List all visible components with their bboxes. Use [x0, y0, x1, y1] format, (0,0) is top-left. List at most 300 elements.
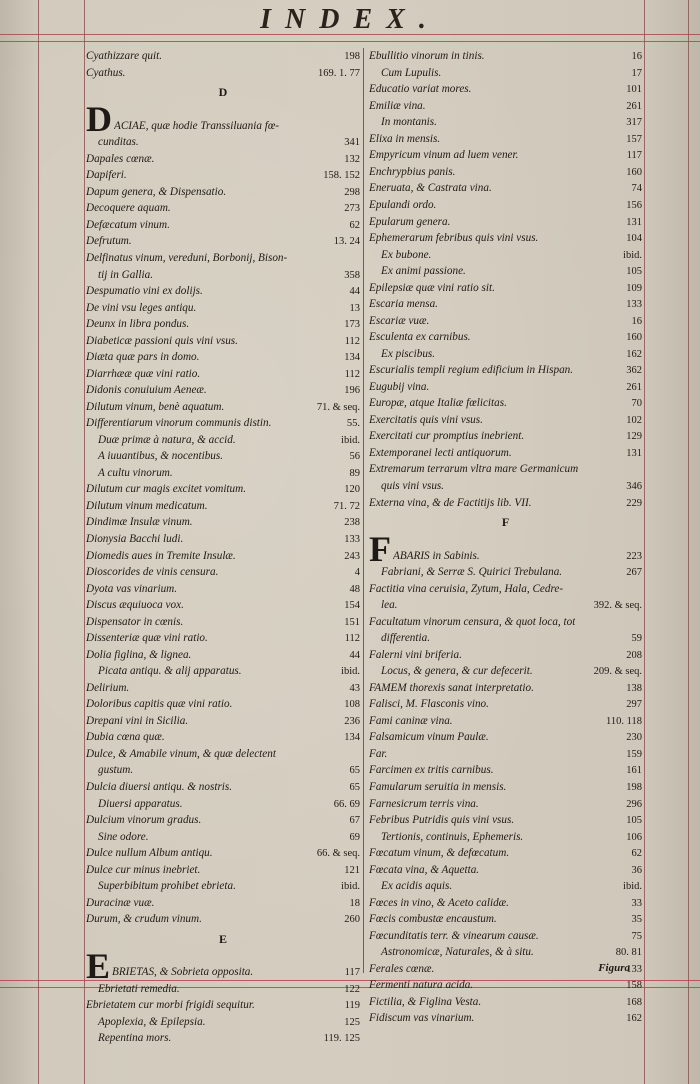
index-entry — [86, 266, 360, 283]
entry-page-ref: 133 — [626, 299, 642, 311]
entry-term: gustum. — [98, 764, 134, 777]
entry-leader — [538, 230, 623, 241]
index-column-right — [369, 48, 642, 1025]
index-entry — [86, 845, 360, 862]
index-entry — [369, 828, 642, 845]
index-entry — [369, 812, 642, 829]
entry-leader — [218, 564, 351, 575]
index-entry — [86, 432, 360, 449]
index-entry — [369, 81, 642, 98]
entry-term: Emiliæ vina. — [369, 99, 426, 112]
entry-leader — [514, 812, 623, 823]
entry-page-ref: 297 — [626, 699, 642, 711]
entry-term: Exercitatis quis vini vsus. — [369, 413, 483, 426]
index-entry — [86, 481, 360, 498]
entry-term: ABARIS in Sabinis. — [393, 549, 480, 562]
entry-page-ref: 157 — [626, 133, 642, 145]
entry-term: FAMEM thorexis sanat interpretatio. — [369, 681, 534, 694]
entry-term: Dulcia diuersi antiqu. & nostris. — [86, 780, 233, 793]
entry-leader — [171, 1030, 320, 1041]
entry-term: Ex animi passione. — [381, 265, 466, 278]
entry-page-ref: 134 — [344, 352, 360, 364]
entry-leader — [435, 346, 623, 357]
entry-leader — [200, 861, 341, 872]
entry-page-ref: 236 — [344, 715, 360, 727]
entry-term: Dulce cur minus inebriet. — [86, 863, 201, 876]
entry-leader — [495, 279, 623, 290]
index-entry — [369, 362, 642, 379]
entry-term: Diuersi apparatus. — [98, 797, 183, 810]
entry-term: Eneruata, & Castrata vina. — [369, 182, 492, 195]
entry-page-ref: 273 — [344, 203, 360, 215]
entry-leader — [497, 911, 629, 922]
entry-page-ref: ibid. — [341, 666, 360, 678]
entry-page-ref: ibid. — [623, 249, 642, 261]
index-entry — [86, 911, 360, 928]
entry-page-ref: 56 — [349, 451, 360, 463]
index-entry — [86, 316, 360, 333]
entry-page-ref: 106 — [626, 831, 642, 843]
index-entry — [369, 779, 642, 796]
entry-term: Duæ primæ à natura, & accid. — [98, 433, 236, 446]
entry-term: Facultatum vinorum censura, & quot loca, tot — [369, 615, 576, 628]
index-entry — [369, 994, 642, 1011]
entry-leader — [177, 580, 346, 591]
entry-page-ref: 161 — [626, 765, 642, 777]
entry-page-ref: 119 — [344, 1000, 360, 1012]
entry-term: Esculenta ex carnibus. — [369, 331, 471, 344]
entry-leader — [471, 329, 624, 340]
entry-term: quis vini vsus. — [381, 480, 445, 492]
entry-page-ref: 71. & seq. — [316, 401, 360, 413]
entry-leader — [466, 263, 623, 274]
entry-leader — [575, 613, 639, 624]
index-entry — [369, 197, 642, 214]
entry-leader — [153, 266, 341, 277]
entry-leader — [238, 332, 342, 343]
entry-term: Dulcium vinorum gradus. — [86, 814, 202, 827]
entry-term: Cyathus. — [86, 66, 126, 79]
entry-page-ref: 66. 69 — [333, 798, 360, 810]
entry-term: Escaria mensa. — [369, 298, 438, 311]
entry-term: Drepani vini in Sicilia. — [86, 714, 189, 727]
entry-leader — [183, 531, 341, 542]
index-entry — [86, 597, 360, 614]
entry-term: Dilutum cur magis excitet vomitum. — [86, 483, 247, 496]
index-entry — [86, 233, 360, 250]
entry-term: Dispensator in cœnis. — [86, 615, 184, 628]
index-entry — [369, 762, 642, 779]
entry-leader — [431, 246, 620, 257]
index-entry — [86, 647, 360, 664]
entry-page-ref: 341 — [344, 137, 360, 149]
entry-page-ref: 156 — [626, 199, 642, 211]
index-entry — [86, 895, 360, 912]
drop-cap: F — [369, 528, 391, 569]
entry-term: Falisci, M. Flasconis vino. — [369, 698, 489, 711]
entry-page-ref: 105 — [626, 266, 642, 278]
entry-page-ref: 298 — [344, 186, 360, 198]
entry-term: Astronomicæ, Naturales, & à situ. — [381, 946, 534, 959]
index-entry — [86, 713, 360, 730]
index-entry — [369, 746, 642, 763]
entry-page-ref: 198 — [344, 51, 360, 63]
entry-page-ref: 16 — [631, 51, 642, 63]
entry-term: Fœcatum vinum, & defœcatum. — [369, 847, 510, 860]
entry-page-ref: 13. 24 — [333, 236, 360, 248]
entry-page-ref: 162 — [626, 1013, 642, 1025]
entry-term: Differentiarum vinorum communis distin. — [86, 417, 272, 430]
entry-term: Diæta quæ pars in domo. — [86, 351, 200, 364]
index-entry — [369, 412, 642, 429]
index-entry — [369, 114, 642, 131]
index-entry — [86, 1030, 360, 1047]
entry-leader — [436, 197, 623, 208]
section-letter: F — [501, 514, 510, 529]
index-entry — [369, 944, 642, 961]
entry-page-ref: 69 — [349, 831, 360, 843]
index-entry — [86, 349, 360, 366]
entry-page-ref: 43 — [349, 682, 360, 694]
entry-page-ref: 173 — [344, 319, 360, 331]
index-entry — [369, 329, 642, 346]
entry-term: Didonis conuiuium Aeneæ. — [86, 384, 207, 397]
entry-term: Dioscorides de vinis censura. — [86, 566, 219, 579]
entry-page-ref: 71. 72 — [333, 500, 360, 512]
index-entry — [369, 564, 642, 581]
entry-page-ref: 122 — [344, 983, 360, 995]
entry-leader — [255, 997, 342, 1008]
entry-leader — [173, 465, 347, 476]
entry-leader — [188, 713, 341, 724]
entry-page-ref: 260 — [344, 914, 360, 926]
index-entry — [86, 779, 360, 796]
index-entry — [86, 250, 360, 267]
entry-page-ref: 133 — [344, 534, 360, 545]
entry-term: Escariæ vuæ. — [369, 314, 430, 327]
page-header-title: INDEX. — [260, 4, 440, 35]
entry-leader — [430, 630, 629, 641]
entry-leader — [223, 448, 346, 459]
entry-leader — [471, 81, 623, 92]
index-entry — [369, 296, 642, 313]
entry-term: Fidiscum vas vinarium. — [369, 1012, 475, 1025]
index-entry — [369, 977, 642, 994]
entry-term: Ferales cœnæ. — [369, 962, 435, 975]
entry-term: Fabriani, & Serræ S. Quirici Trebulana. — [381, 566, 563, 579]
entry-leader — [481, 994, 623, 1005]
entry-leader — [201, 812, 346, 823]
entry-leader — [479, 795, 624, 806]
red-rule-right-outer — [688, 0, 689, 1084]
entry-term: Extremarum terrarum vltra mare Germanicum — [369, 463, 579, 476]
entry-page-ref: ibid. — [341, 881, 360, 893]
entry-term: Febribus Putridis quis vini vsus. — [369, 814, 515, 827]
entry-leader — [509, 845, 628, 856]
index-entry — [369, 878, 642, 895]
entry-term: De vini vsu leges antiqu. — [86, 301, 197, 314]
entry-leader — [154, 895, 346, 906]
entry-page-ref: 120 — [344, 484, 360, 496]
index-entry — [86, 217, 360, 234]
entry-page-ref: 112 — [344, 335, 360, 347]
entry-term: Escurialis templi regium edificium in Hispan. — [369, 364, 574, 377]
entry-leader — [532, 494, 624, 505]
entry-leader — [534, 944, 613, 955]
entry-page-ref: 208 — [626, 649, 642, 661]
entry-term: tij in Gallia. — [98, 268, 154, 281]
index-entry — [369, 263, 642, 280]
entry-leader — [563, 580, 639, 591]
entry-term: Epilepsiæ quæ vini ratio sit. — [369, 281, 495, 294]
entry-page-ref: 160 — [626, 332, 642, 344]
entry-term: Epularum genera. — [369, 215, 451, 228]
index-entry — [86, 48, 360, 65]
entry-leader — [224, 399, 314, 410]
entry-page-ref: 317 — [626, 117, 642, 129]
entry-leader — [206, 1014, 342, 1025]
entry-term: Dilutum vinum, benè aquatum. — [86, 400, 225, 413]
index-entry — [86, 696, 360, 713]
entry-leader — [276, 746, 357, 757]
entry-page-ref: 243 — [344, 550, 360, 562]
entry-term: Decoquere aquam. — [86, 202, 171, 215]
entry-term: Ebrietatem cur morbi frigidi sequitur. — [86, 999, 255, 1012]
entry-term: Superbibitum prohibet ebrieta. — [98, 880, 236, 893]
index-entry — [86, 795, 360, 812]
entry-page-ref: 229 — [626, 497, 642, 509]
index-entry — [369, 861, 642, 878]
entry-page-ref: 48 — [349, 583, 360, 595]
entry-leader — [480, 553, 624, 564]
entry-page-ref: ibid. — [341, 434, 360, 446]
entry-term: Delirium. — [86, 681, 130, 694]
entry-page-ref: 102 — [626, 414, 642, 426]
entry-leader — [524, 428, 623, 439]
entry-leader — [149, 828, 347, 839]
index-entry — [369, 48, 642, 65]
entry-page-ref: 17 — [631, 67, 642, 79]
entry-leader — [199, 349, 341, 360]
entry-term: Falsamicum vinum Paulæ. — [369, 731, 489, 744]
entry-term: Tertionis, continuis, Ephemeris. — [381, 830, 524, 843]
index-entry — [369, 845, 642, 862]
entry-page-ref: 296 — [626, 798, 642, 810]
index-entry — [86, 680, 360, 697]
entry-leader — [165, 729, 342, 740]
entry-leader — [462, 647, 623, 658]
entry-page-ref: 55. — [346, 418, 360, 430]
index-entry — [86, 99, 360, 140]
entry-term: Famularum seruitia in mensis. — [369, 780, 507, 793]
entry-term: Fœcunditatis terr. & vinearum causæ. — [369, 929, 539, 942]
entry-term: Farcimen ex tritis carnibus. — [369, 764, 494, 777]
catchword: Figura — [598, 962, 630, 974]
entry-term: Doloribus capitis quæ vini ratio. — [86, 698, 233, 711]
index-entry — [86, 580, 360, 597]
entry-term: Ex bubone. — [381, 248, 432, 261]
entry-leader — [125, 65, 315, 76]
entry-page-ref: 62 — [631, 848, 642, 860]
entry-page-ref: 196 — [344, 385, 360, 397]
entry-term: Despumatio vini ex dolijs. — [86, 285, 203, 298]
index-entry — [86, 663, 360, 680]
entry-page-ref: 109 — [626, 282, 642, 294]
entry-leader — [203, 283, 347, 294]
entry-leader — [154, 151, 341, 162]
entry-leader — [387, 746, 623, 757]
index-entry — [369, 478, 642, 495]
entry-leader — [232, 779, 346, 790]
entry-leader — [127, 167, 321, 178]
entry-page-ref: 392. & seq. — [593, 600, 642, 612]
index-entry — [86, 299, 360, 316]
entry-term: Ebullitio vinorum in tinis. — [369, 50, 485, 63]
entry-term: Fœces in vino, & Aceto calidæ. — [369, 896, 509, 909]
entry-term: Dilutum vinum medicatum. — [86, 499, 208, 512]
entry-page-ref: 238 — [344, 517, 360, 529]
entry-leader — [539, 928, 629, 939]
entry-page-ref: 159 — [626, 748, 642, 760]
entry-term: Factitia vina ceruisia, Zytum, Hala, Cedre- — [369, 582, 564, 595]
index-entry — [369, 528, 642, 569]
entry-term: Dapales cœnæ. — [86, 152, 155, 165]
index-entry — [369, 131, 642, 148]
entry-page-ref: 261 — [626, 100, 642, 112]
entry-page-ref: 36 — [631, 864, 642, 876]
entry-leader — [444, 478, 623, 489]
entry-leader — [489, 696, 623, 707]
entry-leader — [200, 366, 341, 377]
entry-leader — [437, 114, 623, 125]
entry-leader — [236, 878, 338, 889]
entry-page-ref: 4 — [354, 567, 360, 579]
entry-leader — [253, 969, 341, 980]
entry-page-ref: 66. & seq. — [316, 848, 360, 860]
entry-page-ref: 151 — [344, 616, 360, 628]
index-entry — [86, 514, 360, 531]
entry-leader — [533, 663, 591, 674]
entry-term: Delfinatus vinum, vereduni, Borbonij, Bison- — [86, 251, 288, 264]
index-entry — [86, 564, 360, 581]
entry-page-ref: 154 — [344, 600, 360, 612]
entry-term: Ex acidis aquis. — [381, 880, 453, 893]
entry-leader — [452, 878, 620, 889]
index-entry — [86, 812, 360, 829]
entry-leader — [232, 696, 341, 707]
entry-page-ref: 346 — [626, 481, 642, 492]
index-entry — [369, 680, 642, 697]
entry-page-ref: 209. & seq. — [593, 666, 642, 678]
index-entry — [369, 580, 642, 597]
index-entry — [369, 713, 642, 730]
entry-leader — [509, 895, 629, 906]
index-entry — [369, 613, 642, 630]
index-entry — [86, 382, 360, 399]
entry-page-ref: 158 — [626, 980, 642, 992]
entry-leader — [429, 313, 628, 324]
entry-term: Duracinæ vuæ. — [86, 896, 155, 909]
entry-term: Dissenteriæ quæ vini ratio. — [86, 632, 208, 645]
entry-leader — [202, 911, 341, 922]
index-entry — [86, 630, 360, 647]
entry-page-ref: 129 — [626, 431, 642, 443]
entry-leader — [434, 961, 623, 972]
entry-term: Dyota vas vinarium. — [86, 582, 178, 595]
entry-page-ref: 110. 118 — [606, 715, 642, 727]
index-entry — [86, 861, 360, 878]
entry-leader — [440, 131, 623, 142]
entry-leader — [441, 65, 628, 76]
entry-page-ref: 131 — [626, 447, 642, 459]
entry-page-ref: 13 — [349, 302, 360, 314]
entry-page-ref: 267 — [626, 567, 642, 579]
entry-leader — [279, 123, 360, 134]
index-entry — [369, 428, 642, 445]
entry-page-ref: 75 — [631, 930, 642, 942]
entry-page-ref: 59 — [631, 633, 642, 645]
entry-term: Picata antiqu. & alij apparatus. — [98, 665, 242, 678]
entry-term: A cultu vinorum. — [98, 466, 173, 479]
entry-term: Dulce nullum Album antiqu. — [86, 847, 213, 860]
entry-page-ref: 112 — [344, 633, 360, 645]
entry-term: Diomedis aues in Tremite Insulæ. — [86, 549, 236, 562]
entry-page-ref: 230 — [626, 732, 642, 744]
entry-page-ref: 134 — [344, 732, 360, 744]
index-entry — [369, 213, 642, 230]
entry-leader — [573, 362, 623, 373]
entry-leader — [507, 395, 629, 406]
index-entry — [369, 795, 642, 812]
entry-leader — [453, 713, 603, 724]
index-entry — [86, 399, 360, 416]
entry-leader — [162, 48, 341, 59]
index-entry — [86, 448, 360, 465]
index-entry — [86, 613, 360, 630]
entry-page-ref: 16 — [631, 315, 642, 327]
entry-page-ref: 80. 81 — [615, 947, 642, 959]
entry-term: differentia. — [381, 632, 430, 645]
index-entry — [369, 729, 642, 746]
entry-page-ref: 261 — [626, 381, 642, 393]
index-entry — [369, 180, 642, 197]
entry-term: Fictilia, & Figlina Vesta. — [369, 995, 482, 1008]
entry-page-ref: 168 — [626, 996, 642, 1008]
entry-leader — [170, 217, 347, 228]
entry-leader — [133, 762, 346, 773]
entry-leader — [473, 977, 623, 988]
index-entry — [86, 531, 360, 548]
index-entry — [369, 494, 642, 511]
index-entry — [86, 945, 360, 986]
index-entry — [86, 366, 360, 383]
red-rule-right-inner — [644, 0, 645, 1084]
index-entry — [86, 762, 360, 779]
entry-page-ref: 18 — [349, 897, 360, 909]
index-entry — [86, 746, 360, 763]
entry-term: Fœcis combustæ encaustum. — [369, 913, 497, 926]
index-entry — [369, 647, 642, 664]
index-entry — [86, 997, 360, 1014]
index-entry — [369, 230, 642, 247]
entry-page-ref: 108 — [344, 699, 360, 711]
entry-term: Fermenti natura acida. — [369, 979, 474, 992]
red-rule-left-outer — [38, 0, 39, 1084]
entry-page-ref: 89 — [349, 467, 360, 479]
index-entry — [369, 928, 642, 945]
index-entry — [369, 630, 642, 647]
entry-leader — [523, 828, 623, 839]
